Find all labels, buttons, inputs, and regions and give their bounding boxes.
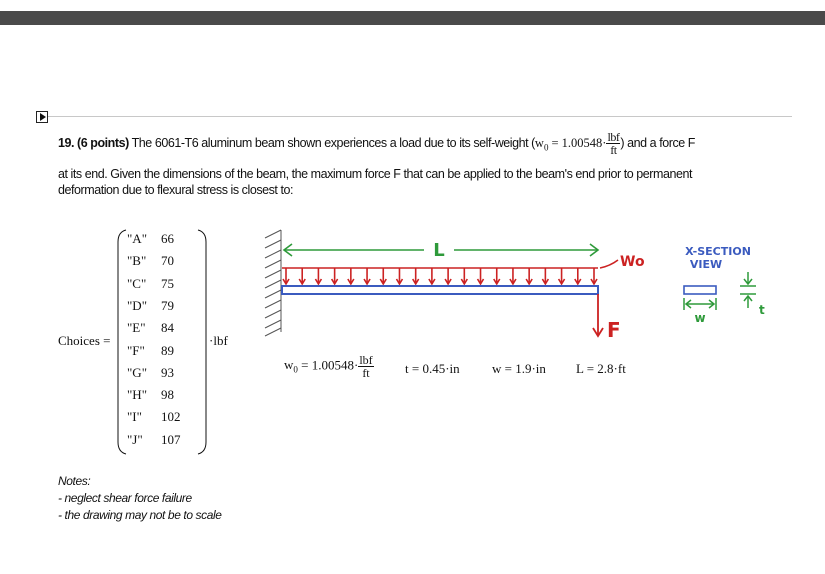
question-text: The 6061-T6 aluminum beam shown experiences a load due to its self-weight ( bbox=[131, 135, 535, 150]
load-arrow bbox=[445, 268, 451, 284]
choice-value: 75 bbox=[161, 275, 174, 291]
param-t: t = 0.45·in bbox=[405, 361, 460, 376]
choice-row bbox=[117, 409, 207, 429]
choice-row bbox=[117, 231, 207, 251]
question-line-3: deformation due to flexural stress is closest to: bbox=[58, 183, 294, 197]
question-line-1 bbox=[58, 131, 695, 156]
load-arrow bbox=[591, 268, 597, 284]
question-number: 19. (6 points) bbox=[58, 135, 129, 150]
xsection-t-dimension bbox=[740, 272, 756, 308]
xsection-w-label: w bbox=[694, 311, 706, 325]
load-arrow bbox=[332, 268, 338, 284]
param-w0-symbol: $w_0$ bbox=[284, 357, 298, 376]
choice-row bbox=[117, 276, 207, 296]
choice-key: "A" bbox=[127, 231, 148, 246]
choice-key: "F" bbox=[127, 342, 145, 358]
load-arrow bbox=[542, 268, 548, 284]
choice-value: 70 bbox=[161, 253, 174, 269]
choice-key: "B" bbox=[127, 253, 147, 269]
choice-row bbox=[117, 432, 207, 452]
load-arrow bbox=[559, 268, 565, 284]
question-text-end: ) and a force F bbox=[620, 135, 695, 150]
load-leader bbox=[600, 260, 618, 268]
load-arrow bbox=[380, 268, 386, 284]
note-item-2: - the drawing may not be to scale bbox=[58, 508, 222, 522]
choice-value: 84 bbox=[161, 320, 174, 336]
load-arrow bbox=[364, 268, 370, 284]
xsection-t-label: t bbox=[759, 303, 765, 317]
choice-key: "H" bbox=[127, 387, 148, 403]
beam bbox=[282, 286, 598, 294]
w0-value: = 1.00548· bbox=[551, 135, 607, 150]
xsection-w-dimension bbox=[684, 298, 716, 310]
choice-row bbox=[117, 298, 207, 318]
param-w0-value: = 1.00548· bbox=[301, 357, 359, 373]
w0-symbol: $w_0$ bbox=[534, 135, 549, 153]
question-line-2: at its end. Given the dimensions of the beam, the maximum force F that can be applied to the beam's end prior to permanent bbox=[58, 167, 692, 181]
load-arrow bbox=[283, 268, 289, 284]
choice-value: 66 bbox=[161, 231, 174, 246]
length-label: L bbox=[433, 240, 445, 261]
choice-key: "J" bbox=[127, 431, 143, 447]
load-label: Wo bbox=[620, 254, 645, 270]
param-w: w = 1.9·in bbox=[492, 361, 546, 376]
load-arrow bbox=[494, 268, 500, 284]
xsection-rect bbox=[684, 286, 716, 294]
choice-row bbox=[117, 253, 207, 273]
xsection-title: X-SECTION bbox=[685, 245, 751, 258]
load-arrow bbox=[396, 268, 402, 284]
region-divider bbox=[48, 116, 792, 117]
choice-row bbox=[117, 387, 207, 407]
load-arrow bbox=[575, 268, 581, 284]
param-w0-unit: $\frac{\text{lbf}}{ft}$ bbox=[359, 353, 373, 380]
choice-key: "D" bbox=[127, 297, 148, 313]
load-arrow bbox=[478, 268, 484, 284]
choice-value: 93 bbox=[161, 364, 174, 380]
param-L: L = 2.8·ft bbox=[576, 361, 626, 376]
choice-value: 102 bbox=[161, 409, 181, 425]
region-toggle-button[interactable] bbox=[36, 111, 48, 123]
beam-diagram bbox=[262, 228, 782, 368]
window-title-bar bbox=[0, 0, 825, 26]
choices-unit: ·lbf bbox=[209, 333, 228, 348]
note-item-1: - neglect shear force failure bbox=[58, 491, 192, 505]
load-arrow bbox=[413, 268, 419, 284]
expand-arrow-icon bbox=[40, 113, 46, 121]
choice-key: "E" bbox=[127, 320, 146, 336]
xsection-subtitle: VIEW bbox=[689, 258, 723, 271]
choice-row bbox=[117, 365, 207, 385]
choice-row bbox=[117, 343, 207, 363]
choices-label: Choices = bbox=[58, 333, 111, 348]
notes-title: Notes: bbox=[58, 474, 91, 488]
distributed-load bbox=[282, 268, 598, 284]
title-bar-strip bbox=[0, 11, 825, 25]
param-w0 bbox=[284, 354, 374, 379]
choices-matrix bbox=[117, 228, 207, 456]
load-arrow bbox=[526, 268, 532, 284]
force-arrow bbox=[593, 294, 603, 336]
choice-key: "C" bbox=[127, 275, 147, 291]
load-arrow bbox=[348, 268, 354, 284]
choice-row bbox=[117, 320, 207, 340]
choice-value: 107 bbox=[161, 431, 181, 447]
fixed-wall bbox=[265, 230, 281, 336]
choice-key: "I" bbox=[127, 409, 142, 425]
choice-value: 79 bbox=[161, 297, 174, 313]
load-arrow bbox=[461, 268, 467, 284]
load-arrow bbox=[429, 268, 435, 284]
choice-value: 89 bbox=[161, 342, 174, 358]
w0-unit-fraction: $\frac{\text{lbf}}{ft}$ bbox=[607, 130, 620, 157]
choice-key: "G" bbox=[127, 364, 148, 380]
force-label: F bbox=[607, 318, 621, 342]
load-arrow bbox=[299, 268, 305, 284]
choice-value: 98 bbox=[161, 387, 174, 403]
load-arrow bbox=[510, 268, 516, 284]
load-arrow bbox=[315, 268, 321, 284]
